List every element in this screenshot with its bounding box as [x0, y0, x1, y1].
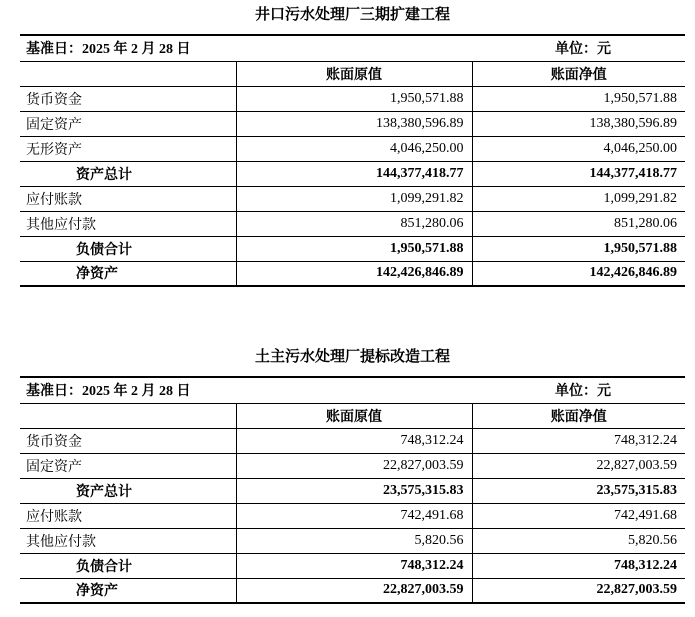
header-book-value: 账面原值: [236, 61, 472, 86]
table-row: [20, 136, 685, 161]
net-value-cell: 748,312.24: [472, 553, 685, 578]
asset-table: [20, 34, 685, 287]
total-assets-row: [20, 478, 685, 503]
row-label: 负债合计: [20, 236, 236, 261]
header-row: [20, 403, 685, 428]
row-label: 无形资产: [20, 136, 236, 161]
net-value-cell: 4,046,250.00: [472, 136, 685, 161]
header-empty-cell: [20, 403, 236, 428]
book-value-cell: 22,827,003.59: [236, 578, 472, 603]
table-row: [20, 503, 685, 528]
book-value-cell: 742,491.68: [236, 503, 472, 528]
unit-label: 单位：元: [472, 377, 685, 403]
header-row: [20, 61, 685, 86]
book-value-cell: 22,827,003.59: [236, 453, 472, 478]
row-label: 净资产: [20, 578, 236, 603]
row-label: 应付账款: [20, 186, 236, 211]
table-title: 土主污水处理厂提标改造工程: [254, 349, 450, 365]
table-row: [20, 428, 685, 453]
row-label: 货币资金: [20, 428, 236, 453]
net-assets-row: [20, 261, 685, 286]
net-value-cell: 1,099,291.82: [472, 186, 685, 211]
book-value-cell: 1,950,571.88: [236, 236, 472, 261]
net-value-cell: 1,950,571.88: [472, 86, 685, 111]
header-net-value: 账面净值: [472, 403, 685, 428]
table-section-tuzhu: [20, 342, 685, 604]
table-row: [20, 528, 685, 553]
row-label: 固定资产: [20, 111, 236, 136]
book-value-cell: 142,426,846.89: [236, 261, 472, 286]
header-net-value: 账面净值: [472, 61, 685, 86]
net-value-cell: 1,950,571.88: [472, 236, 685, 261]
net-value-cell: 138,380,596.89: [472, 111, 685, 136]
total-liabilities-row: [20, 236, 685, 261]
row-label: 净资产: [20, 261, 236, 286]
net-value-cell: 742,491.68: [472, 503, 685, 528]
basis-date: 基准日：2025 年 2 月 28 日: [20, 35, 472, 61]
row-label: 固定资产: [20, 453, 236, 478]
book-value-cell: 5,820.56: [236, 528, 472, 553]
row-label: 货币资金: [20, 86, 236, 111]
table-title: 井口污水处理厂三期扩建工程: [254, 7, 450, 23]
row-label: 资产总计: [20, 478, 236, 503]
row-label: 其他应付款: [20, 528, 236, 553]
net-value-cell: 748,312.24: [472, 428, 685, 453]
header-empty-cell: [20, 61, 236, 86]
net-value-cell: 5,820.56: [472, 528, 685, 553]
book-value-cell: 1,099,291.82: [236, 186, 472, 211]
book-value-cell: 4,046,250.00: [236, 136, 472, 161]
basis-row: [20, 35, 685, 61]
book-value-cell: 748,312.24: [236, 553, 472, 578]
table-row: [20, 186, 685, 211]
net-value-cell: 851,280.06: [472, 211, 685, 236]
basis-date: 基准日：2025 年 2 月 28 日: [20, 377, 472, 403]
table-section-jingkou: [20, 0, 685, 287]
book-value-cell: 748,312.24: [236, 428, 472, 453]
book-value-cell: 144,377,418.77: [236, 161, 472, 186]
net-value-cell: 142,426,846.89: [472, 261, 685, 286]
book-value-cell: 851,280.06: [236, 211, 472, 236]
row-label: 应付账款: [20, 503, 236, 528]
table-row: [20, 111, 685, 136]
total-liabilities-row: [20, 553, 685, 578]
total-assets-row: [20, 161, 685, 186]
header-book-value: 账面原值: [236, 403, 472, 428]
net-value-cell: 144,377,418.77: [472, 161, 685, 186]
net-assets-row: [20, 578, 685, 603]
book-value-cell: 23,575,315.83: [236, 478, 472, 503]
table-row: [20, 86, 685, 111]
net-value-cell: 22,827,003.59: [472, 578, 685, 603]
table-row: [20, 211, 685, 236]
basis-row: [20, 377, 685, 403]
net-value-cell: 23,575,315.83: [472, 478, 685, 503]
book-value-cell: 1,950,571.88: [236, 86, 472, 111]
book-value-cell: 138,380,596.89: [236, 111, 472, 136]
net-value-cell: 22,827,003.59: [472, 453, 685, 478]
row-label: 负债合计: [20, 553, 236, 578]
row-label: 其他应付款: [20, 211, 236, 236]
row-label: 资产总计: [20, 161, 236, 186]
unit-label: 单位：元: [472, 35, 685, 61]
asset-table: [20, 376, 685, 604]
table-row: [20, 453, 685, 478]
